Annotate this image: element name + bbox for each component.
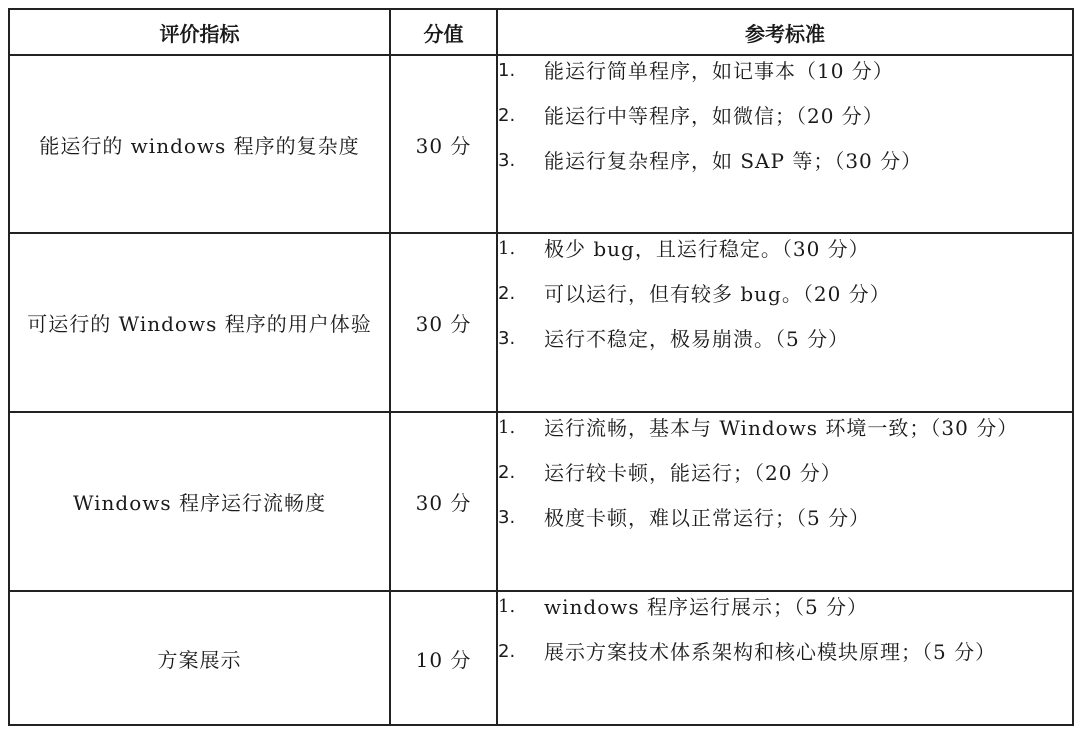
criteria-number: 2. [498,283,516,304]
criteria-text: 展示方案技术体系架构和核心模块原理；（5 分） [544,640,997,664]
criteria-cell [497,233,1073,412]
table-row [9,412,1073,591]
criteria-item [498,279,1072,324]
criteria-text: 能运行复杂程序，如 SAP 等；（30 分） [544,149,923,173]
criteria-item [498,458,1072,503]
criteria-list [498,234,1072,369]
criteria-number: 3. [498,507,516,528]
criteria-number: 2. [498,462,516,483]
criteria-item [498,503,1072,548]
criteria-text: windows 程序运行展示；（5 分） [544,595,869,619]
criteria-item [498,101,1072,146]
criteria-number: 1. [498,417,516,438]
criteria-list [498,413,1072,548]
criteria-item [498,324,1072,369]
criteria-text: 极少 bug，且运行稳定。（30 分） [544,237,870,261]
score-cell: 30 分 [390,233,497,412]
criteria-item [498,592,1072,637]
criteria-cell [497,412,1073,591]
table-row [9,591,1073,725]
header-score: 分值 [390,9,497,55]
score-cell: 30 分 [390,55,497,233]
header-criteria: 参考标准 [497,9,1073,55]
header-row [9,9,1073,55]
criteria-item [498,234,1072,279]
indicator-cell: Windows 程序运行流畅度 [9,412,390,591]
criteria-item [498,637,1072,682]
criteria-cell [497,55,1073,233]
criteria-text: 运行流畅，基本与 Windows 环境一致；（30 分） [544,416,1019,440]
table-row [9,233,1073,412]
criteria-text: 极度卡顿，难以正常运行；（5 分） [544,506,871,530]
criteria-text: 运行较卡顿，能运行；（20 分） [544,461,842,485]
score-cell: 10 分 [390,591,497,725]
criteria-item [498,146,1072,191]
header-indicator: 评价指标 [9,9,390,55]
criteria-item [498,413,1072,458]
indicator-cell: 方案展示 [9,591,390,725]
criteria-number: 1. [498,238,516,259]
criteria-number: 3. [498,150,516,171]
indicator-cell: 可运行的 Windows 程序的用户体验 [9,233,390,412]
criteria-number: 2. [498,105,516,126]
evaluation-table [8,8,1074,726]
criteria-item [498,56,1072,101]
criteria-text: 运行不稳定，极易崩溃。（5 分） [544,327,850,351]
criteria-text: 能运行中等程序，如微信；（20 分） [544,104,884,128]
criteria-number: 3. [498,328,516,349]
criteria-text: 能运行简单程序，如记事本（10 分） [544,59,894,83]
score-cell: 30 分 [390,412,497,591]
criteria-list [498,56,1072,191]
criteria-number: 1. [498,60,516,81]
criteria-list [498,592,1072,682]
indicator-cell: 能运行的 windows 程序的复杂度 [9,55,390,233]
table-row [9,55,1073,233]
criteria-number: 1. [498,596,516,617]
criteria-cell [497,591,1073,725]
criteria-number: 2. [498,641,516,662]
criteria-text: 可以运行，但有较多 bug。（20 分） [544,282,891,306]
